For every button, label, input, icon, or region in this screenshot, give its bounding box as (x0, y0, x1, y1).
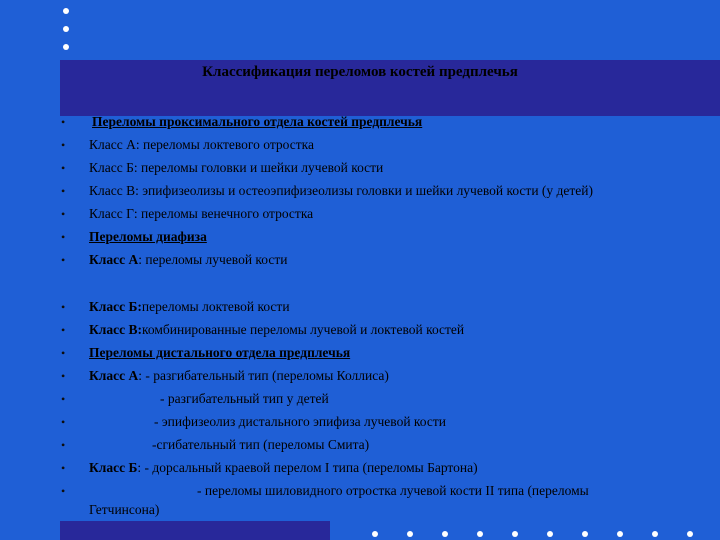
bullet: • (61, 392, 66, 406)
list-item (0, 458, 720, 478)
item-rest: комбинированные переломы лучевой и локтевой костей (141, 322, 465, 337)
item-text: - разгибательный тип у детей (160, 391, 329, 406)
class-label: Класс В: (89, 322, 142, 337)
item-rest: переломы локтевой кости (141, 299, 290, 314)
section-heading: Переломы проксимального отдела костей предплечья (92, 114, 423, 129)
bullet: • (61, 230, 66, 244)
bullet: • (61, 115, 66, 129)
decor-dot (617, 531, 623, 537)
list-item (0, 343, 720, 363)
bullet: • (61, 184, 66, 198)
decor-dot (372, 531, 378, 537)
list-item (0, 297, 720, 317)
bullet: • (61, 300, 66, 314)
item-rest: : - дорсальный краевой перелом I типа (переломы Бартона) (137, 460, 478, 475)
bullet: • (61, 323, 66, 337)
item-text (89, 250, 288, 270)
bullet: • (61, 161, 66, 175)
bullet: • (61, 415, 66, 429)
list-item (0, 320, 720, 340)
class-label: Класс Б (89, 460, 138, 475)
item-text: -сгибательный тип (переломы Смита) (152, 437, 370, 452)
bullet: • (61, 138, 66, 152)
class-label: Класс А (89, 252, 139, 267)
page-title: Классификация переломов костей предплечья (202, 64, 518, 80)
item-text (89, 458, 478, 478)
item-text (89, 297, 290, 317)
bullet: • (61, 207, 66, 221)
bullet: • (61, 369, 66, 383)
item-text: Класс А: переломы локтевого отростка (89, 137, 314, 152)
decor-dot (477, 531, 483, 537)
decor-dot (63, 44, 69, 50)
list-item (0, 366, 720, 386)
decor-dot (652, 531, 658, 537)
item-rest: : переломы лучевой кости (138, 252, 288, 267)
decor-dot (442, 531, 448, 537)
class-label: Класс А (89, 368, 139, 383)
section-heading: Переломы диафиза (89, 229, 207, 244)
item-text: Класс Б: переломы головки и шейки лучевой кости (89, 160, 384, 175)
section-heading: Переломы дистального отдела предплечья (89, 345, 351, 360)
bullet: • (61, 346, 66, 360)
decor-dot (512, 531, 518, 537)
list-item (0, 227, 720, 247)
decor-dot (582, 531, 588, 537)
decor-dot (687, 531, 693, 537)
bullet: • (61, 438, 66, 452)
list-item (0, 204, 720, 224)
item-text: Класс В: эпифизеолизы и остеоэпифизеолизы головки и шейки лучевой кости (у детей) (89, 183, 594, 198)
item-text (89, 320, 464, 340)
decor-dot (547, 531, 553, 537)
bullet: • (61, 461, 66, 475)
item-text: - эпифизеолиз дистального эпифиза лучевой кости (154, 414, 446, 429)
bottom-bar (60, 521, 330, 540)
list-item (0, 112, 720, 132)
list-item (0, 435, 720, 455)
decor-dot (407, 531, 413, 537)
decor-dot (63, 8, 69, 14)
list-item (0, 135, 720, 155)
list-item (0, 250, 720, 270)
list-item (0, 412, 720, 432)
item-rest: : - разгибательный тип (переломы Коллиса) (138, 368, 389, 383)
list-item (0, 389, 720, 409)
item-text: Класс Г: переломы венечного отростка (89, 206, 314, 221)
class-label: Класс Б: (89, 299, 142, 314)
decor-dot (63, 26, 69, 32)
item-text (89, 366, 389, 386)
bullet: • (61, 484, 66, 498)
list-item (0, 158, 720, 178)
item-continuation: Гетчинсона) (89, 502, 160, 517)
list-item (0, 481, 720, 501)
list-item (0, 181, 720, 201)
item-text: - переломы шиловидного отростка лучевой кости II типа (переломы (197, 483, 589, 498)
bullet: • (61, 253, 66, 267)
